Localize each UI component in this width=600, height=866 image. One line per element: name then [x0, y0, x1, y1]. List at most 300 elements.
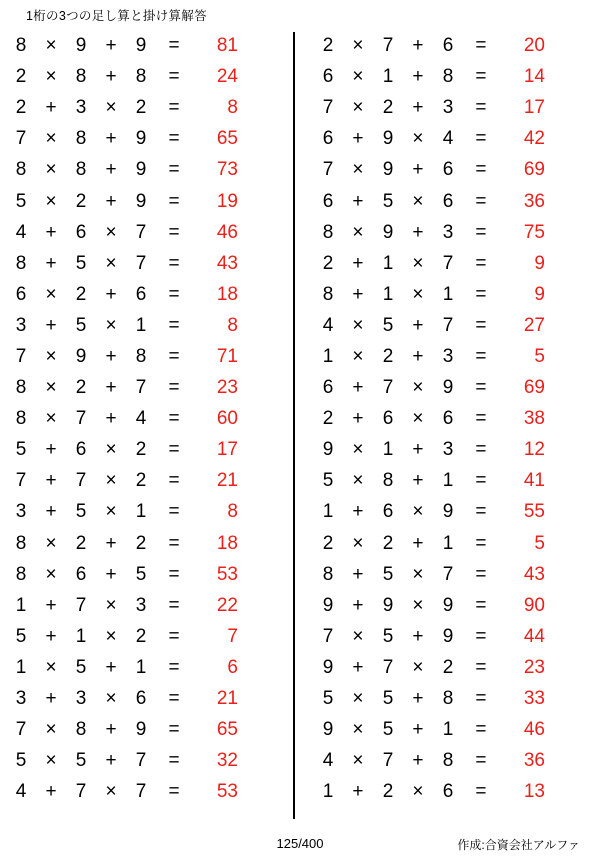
operand-third: 2	[442, 656, 454, 678]
operator-first: ×	[352, 625, 364, 647]
operand-first: 8	[15, 532, 27, 554]
operator-second: +	[412, 719, 424, 741]
operand-first: 5	[322, 688, 334, 710]
operand-second: 9	[75, 35, 87, 57]
page-footer	[0, 836, 600, 856]
operand-third: 7	[442, 563, 454, 585]
operand-first: 6	[322, 190, 334, 212]
operator-second: +	[105, 128, 117, 150]
problem-row	[315, 434, 600, 465]
operand-second: 6	[75, 439, 87, 461]
operand-third: 9	[442, 594, 454, 616]
answer-value: 73	[216, 159, 238, 181]
operand-second: 7	[382, 35, 394, 57]
equals-sign: =	[168, 594, 180, 616]
equals-sign: =	[475, 656, 487, 678]
operator-second: ×	[105, 97, 117, 119]
operator-first: +	[45, 97, 57, 119]
equals-sign: =	[475, 159, 487, 181]
operator-first: ×	[352, 439, 364, 461]
answer-value: 46	[216, 221, 238, 243]
problem-row	[315, 279, 600, 310]
operator-first: +	[45, 625, 57, 647]
answer-value: 17	[523, 97, 545, 119]
operand-first: 1	[322, 501, 334, 523]
operator-first: +	[45, 470, 57, 492]
operator-second: ×	[105, 594, 117, 616]
equals-sign: =	[475, 594, 487, 616]
operator-second: +	[412, 750, 424, 772]
operand-first: 4	[322, 750, 334, 772]
operand-second: 9	[382, 221, 394, 243]
operand-third: 7	[442, 252, 454, 274]
operand-first: 7	[15, 128, 27, 150]
operator-first: ×	[45, 66, 57, 88]
operator-first: ×	[45, 190, 57, 212]
operator-first: ×	[45, 563, 57, 585]
operand-third: 3	[442, 221, 454, 243]
operator-first: +	[45, 221, 57, 243]
equals-sign: =	[475, 532, 487, 554]
operand-second: 5	[382, 688, 394, 710]
operator-first: +	[45, 781, 57, 803]
operator-first: +	[352, 563, 364, 585]
operand-third: 4	[135, 408, 147, 430]
operand-third: 9	[442, 625, 454, 647]
operand-second: 2	[382, 781, 394, 803]
operand-first: 9	[322, 719, 334, 741]
equals-sign: =	[168, 532, 180, 554]
operator-second: ×	[412, 563, 424, 585]
credit-line: 作成:合資会社アルファ	[457, 838, 580, 852]
operand-first: 2	[322, 35, 334, 57]
operator-first: +	[45, 252, 57, 274]
operator-second: +	[412, 314, 424, 336]
operand-third: 9	[135, 719, 147, 741]
equals-sign: =	[475, 35, 487, 57]
problem-row	[315, 372, 600, 403]
operator-second: ×	[105, 625, 117, 647]
problem-row	[315, 496, 600, 527]
operand-third: 9	[135, 190, 147, 212]
operand-third: 9	[442, 501, 454, 523]
answer-value: 8	[227, 314, 238, 336]
answer-value: 69	[523, 377, 545, 399]
operand-second: 7	[75, 470, 87, 492]
operand-third: 1	[135, 501, 147, 523]
operator-second: ×	[105, 470, 117, 492]
problem-row	[8, 559, 293, 590]
operator-second: +	[105, 345, 117, 367]
operand-third: 7	[442, 314, 454, 336]
problem-row	[8, 590, 293, 621]
problem-row	[8, 403, 293, 434]
operand-first: 2	[15, 97, 27, 119]
operator-first: ×	[45, 345, 57, 367]
operand-second: 5	[75, 656, 87, 678]
operator-second: ×	[412, 377, 424, 399]
operator-second: +	[412, 625, 424, 647]
answer-value: 53	[216, 781, 238, 803]
operand-third: 7	[135, 377, 147, 399]
problem-row	[8, 496, 293, 527]
operator-second: +	[412, 688, 424, 710]
operator-second: +	[105, 719, 117, 741]
answer-value: 24	[216, 66, 238, 88]
operand-first: 8	[322, 283, 334, 305]
operand-first: 6	[15, 283, 27, 305]
operand-first: 8	[322, 221, 334, 243]
operator-second: ×	[412, 594, 424, 616]
right-column	[295, 30, 600, 825]
operand-second: 2	[382, 532, 394, 554]
operator-first: ×	[45, 719, 57, 741]
problem-row	[315, 714, 600, 745]
operator-second: +	[105, 656, 117, 678]
operator-first: ×	[45, 128, 57, 150]
operator-first: ×	[45, 35, 57, 57]
operator-first: ×	[45, 283, 57, 305]
operand-second: 5	[382, 314, 394, 336]
equals-sign: =	[475, 781, 487, 803]
operand-second: 5	[382, 563, 394, 585]
operand-first: 8	[15, 408, 27, 430]
operand-third: 1	[135, 656, 147, 678]
operand-second: 1	[75, 625, 87, 647]
left-column	[0, 30, 293, 825]
equals-sign: =	[168, 159, 180, 181]
operand-second: 3	[75, 97, 87, 119]
operand-second: 2	[75, 377, 87, 399]
problem-row	[315, 30, 600, 61]
answer-value: 46	[523, 719, 545, 741]
answer-value: 14	[523, 66, 545, 88]
problem-row	[8, 434, 293, 465]
answer-value: 19	[216, 190, 238, 212]
answer-value: 75	[523, 221, 545, 243]
operand-third: 9	[442, 377, 454, 399]
operand-second: 8	[75, 719, 87, 741]
operand-second: 6	[382, 501, 394, 523]
operand-first: 7	[15, 470, 27, 492]
operand-third: 2	[135, 625, 147, 647]
equals-sign: =	[475, 345, 487, 367]
operand-third: 3	[442, 345, 454, 367]
answer-value: 65	[216, 128, 238, 150]
answer-value: 71	[216, 345, 238, 367]
operand-second: 7	[75, 594, 87, 616]
operator-second: +	[105, 563, 117, 585]
operator-first: ×	[352, 221, 364, 243]
operator-second: ×	[412, 501, 424, 523]
operand-first: 6	[322, 66, 334, 88]
operand-third: 7	[135, 750, 147, 772]
operand-second: 7	[382, 377, 394, 399]
operator-second: +	[105, 750, 117, 772]
operand-first: 3	[15, 314, 27, 336]
operand-first: 9	[322, 594, 334, 616]
equals-sign: =	[168, 283, 180, 305]
operator-first: +	[352, 656, 364, 678]
problem-row	[315, 61, 600, 92]
operator-first: +	[352, 594, 364, 616]
operand-first: 3	[15, 688, 27, 710]
answer-value: 6	[227, 656, 238, 678]
operator-second: +	[105, 532, 117, 554]
answer-value: 41	[523, 470, 545, 492]
operand-third: 5	[135, 563, 147, 585]
problem-row	[315, 123, 600, 154]
operand-second: 8	[382, 470, 394, 492]
answer-value: 7	[227, 625, 238, 647]
operand-first: 7	[15, 345, 27, 367]
equals-sign: =	[475, 221, 487, 243]
operand-first: 7	[322, 97, 334, 119]
operand-first: 3	[15, 501, 27, 523]
answer-value: 20	[523, 35, 545, 57]
problem-row	[315, 559, 600, 590]
operand-second: 8	[75, 66, 87, 88]
operand-first: 8	[15, 159, 27, 181]
operator-first: ×	[352, 159, 364, 181]
operand-first: 6	[322, 128, 334, 150]
operator-second: ×	[105, 314, 117, 336]
answer-value: 12	[523, 439, 545, 461]
operand-second: 1	[382, 252, 394, 274]
operand-third: 1	[442, 719, 454, 741]
operand-third: 8	[442, 688, 454, 710]
operand-second: 7	[382, 656, 394, 678]
equals-sign: =	[168, 314, 180, 336]
problem-row	[8, 92, 293, 123]
answer-value: 90	[523, 594, 545, 616]
operand-second: 1	[382, 66, 394, 88]
problem-row	[315, 528, 600, 559]
operand-second: 2	[382, 97, 394, 119]
problem-row	[315, 465, 600, 496]
operand-second: 9	[75, 345, 87, 367]
operand-second: 5	[382, 190, 394, 212]
operator-second: +	[105, 35, 117, 57]
problem-row	[315, 652, 600, 683]
operand-first: 5	[15, 750, 27, 772]
equals-sign: =	[475, 314, 487, 336]
answer-value: 44	[523, 625, 545, 647]
operand-second: 5	[382, 719, 394, 741]
operator-second: +	[412, 345, 424, 367]
operand-second: 7	[75, 781, 87, 803]
operator-second: ×	[105, 221, 117, 243]
equals-sign: =	[475, 377, 487, 399]
problem-row	[315, 310, 600, 341]
operand-third: 1	[135, 314, 147, 336]
operator-first: +	[45, 594, 57, 616]
problem-row	[8, 341, 293, 372]
answer-value: 8	[227, 501, 238, 523]
operator-first: ×	[45, 656, 57, 678]
operator-second: +	[412, 470, 424, 492]
equals-sign: =	[475, 563, 487, 585]
operator-first: ×	[352, 750, 364, 772]
operand-first: 4	[322, 314, 334, 336]
operator-second: ×	[412, 190, 424, 212]
operand-third: 7	[135, 221, 147, 243]
answer-value: 9	[534, 283, 545, 305]
operator-second: ×	[105, 781, 117, 803]
operand-third: 3	[442, 439, 454, 461]
problem-row	[8, 61, 293, 92]
operand-second: 5	[75, 252, 87, 274]
operator-second: +	[105, 377, 117, 399]
operator-second: +	[412, 532, 424, 554]
operand-first: 4	[15, 221, 27, 243]
operator-first: +	[352, 408, 364, 430]
operator-second: +	[105, 190, 117, 212]
answer-value: 55	[523, 501, 545, 523]
answer-value: 13	[523, 781, 545, 803]
answer-value: 22	[216, 594, 238, 616]
equals-sign: =	[168, 501, 180, 523]
operand-first: 2	[322, 408, 334, 430]
equals-sign: =	[475, 66, 487, 88]
operator-second: +	[105, 66, 117, 88]
operand-third: 6	[442, 781, 454, 803]
problem-row	[8, 30, 293, 61]
operand-first: 6	[322, 377, 334, 399]
answer-value: 38	[523, 408, 545, 430]
problem-columns	[0, 30, 600, 825]
equals-sign: =	[168, 750, 180, 772]
operand-third: 7	[135, 252, 147, 274]
operand-third: 6	[442, 190, 454, 212]
operator-second: +	[412, 97, 424, 119]
operand-first: 5	[15, 625, 27, 647]
operator-second: ×	[412, 408, 424, 430]
equals-sign: =	[475, 501, 487, 523]
page-number: 125/400	[276, 836, 324, 851]
operand-third: 7	[135, 781, 147, 803]
operand-first: 8	[322, 563, 334, 585]
operand-second: 6	[382, 408, 394, 430]
operator-first: +	[45, 439, 57, 461]
operand-third: 8	[442, 66, 454, 88]
answer-value: 23	[216, 377, 238, 399]
operator-first: ×	[352, 470, 364, 492]
equals-sign: =	[475, 252, 487, 274]
operand-first: 1	[322, 345, 334, 367]
operator-first: +	[352, 190, 364, 212]
operand-first: 8	[15, 563, 27, 585]
operand-third: 6	[442, 159, 454, 181]
equals-sign: =	[168, 377, 180, 399]
answer-value: 42	[523, 128, 545, 150]
operator-first: ×	[45, 532, 57, 554]
operand-first: 1	[322, 781, 334, 803]
problem-row	[315, 621, 600, 652]
equals-sign: =	[168, 625, 180, 647]
problem-row	[8, 528, 293, 559]
operand-second: 5	[75, 501, 87, 523]
equals-sign: =	[475, 625, 487, 647]
problem-row	[315, 776, 600, 807]
problem-row	[315, 248, 600, 279]
equals-sign: =	[168, 408, 180, 430]
equals-sign: =	[168, 221, 180, 243]
operand-second: 8	[75, 128, 87, 150]
operator-second: ×	[412, 128, 424, 150]
operator-second: ×	[412, 252, 424, 274]
operand-third: 1	[442, 532, 454, 554]
operand-first: 4	[15, 781, 27, 803]
operand-second: 5	[75, 314, 87, 336]
operator-first: ×	[352, 35, 364, 57]
operand-second: 2	[75, 283, 87, 305]
answer-value: 18	[216, 532, 238, 554]
operand-first: 2	[322, 532, 334, 554]
problem-row	[8, 683, 293, 714]
operand-second: 2	[382, 345, 394, 367]
operator-first: ×	[45, 408, 57, 430]
answer-value: 21	[216, 470, 238, 492]
operator-second: +	[412, 439, 424, 461]
operator-second: ×	[412, 656, 424, 678]
operand-second: 5	[75, 750, 87, 772]
answer-value: 43	[523, 563, 545, 585]
operator-second: +	[105, 408, 117, 430]
equals-sign: =	[168, 719, 180, 741]
operand-second: 2	[75, 190, 87, 212]
operator-first: +	[352, 128, 364, 150]
answer-value: 81	[216, 35, 238, 57]
problem-row	[8, 745, 293, 776]
operator-second: +	[412, 35, 424, 57]
operand-third: 6	[442, 408, 454, 430]
operand-third: 2	[135, 97, 147, 119]
operand-first: 7	[15, 719, 27, 741]
operand-third: 2	[135, 532, 147, 554]
problem-row	[8, 372, 293, 403]
problem-row	[315, 403, 600, 434]
problem-row	[8, 776, 293, 807]
operand-second: 3	[75, 688, 87, 710]
equals-sign: =	[168, 252, 180, 274]
operator-second: +	[412, 221, 424, 243]
answer-value: 36	[523, 750, 545, 772]
answer-value: 36	[523, 190, 545, 212]
operator-first: +	[352, 781, 364, 803]
operator-first: +	[45, 688, 57, 710]
equals-sign: =	[168, 439, 180, 461]
answer-value: 17	[216, 439, 238, 461]
equals-sign: =	[475, 439, 487, 461]
operand-first: 1	[15, 656, 27, 678]
operator-second: ×	[105, 688, 117, 710]
operand-second: 8	[75, 159, 87, 181]
operator-first: ×	[45, 159, 57, 181]
operand-second: 7	[382, 750, 394, 772]
operand-first: 8	[15, 252, 27, 274]
operand-first: 7	[322, 159, 334, 181]
operand-third: 1	[442, 470, 454, 492]
operator-first: +	[352, 501, 364, 523]
problem-row	[315, 217, 600, 248]
equals-sign: =	[168, 688, 180, 710]
equals-sign: =	[475, 719, 487, 741]
operand-second: 6	[75, 563, 87, 585]
answer-value: 27	[523, 314, 545, 336]
operand-third: 6	[442, 35, 454, 57]
operand-first: 2	[322, 252, 334, 274]
